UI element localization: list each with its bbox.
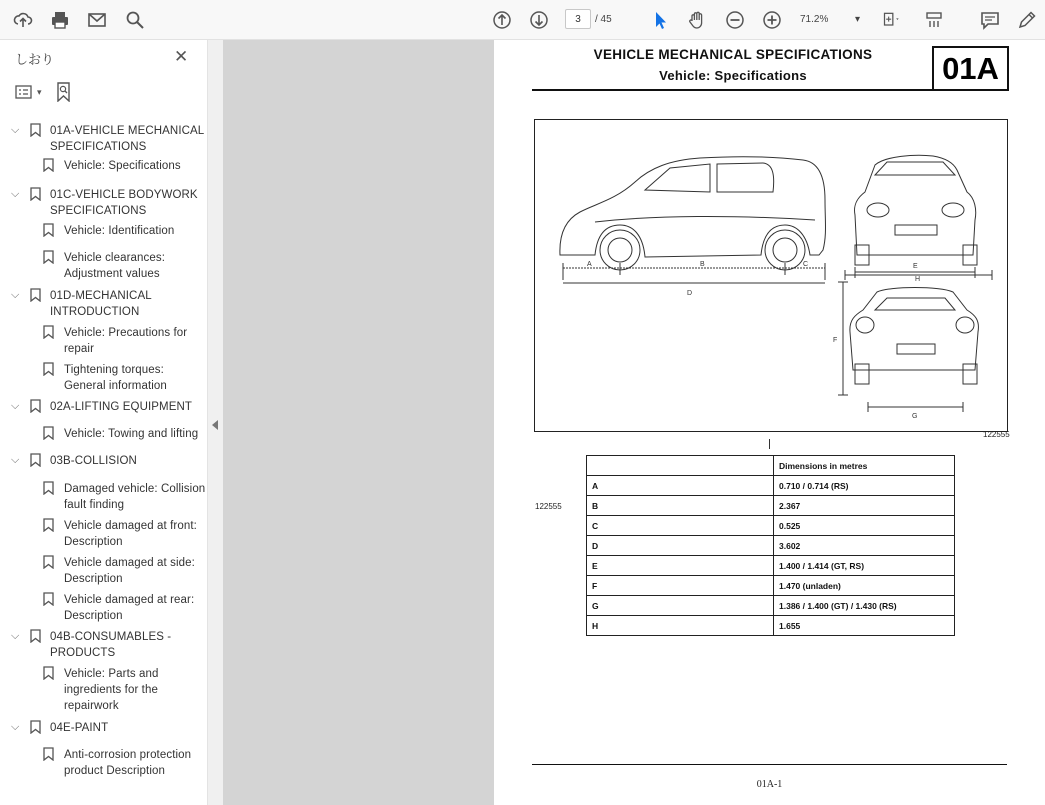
dimension-value: 1.655 [774, 616, 955, 636]
bookmark-label: Vehicle: Identification [64, 225, 175, 237]
table-header-value: Dimensions in metres [774, 456, 955, 476]
chevron-down-icon[interactable]: ⌵ [11, 124, 20, 136]
bookmark-icon [43, 158, 54, 172]
page-navigator [565, 9, 619, 29]
toolbar [0, 0, 1045, 40]
bookmark-label: Vehicle: Specifications [64, 160, 181, 172]
bookmark-label: 02A-LIFTING EQUIPMENT [50, 401, 193, 413]
dim-label-g: G [912, 413, 918, 420]
vehicle-drawing [535, 120, 1007, 431]
select-cursor-icon[interactable] [647, 7, 673, 33]
zoom-select[interactable] [800, 9, 860, 29]
table-row [587, 596, 955, 616]
dim-label-a: A [587, 261, 592, 268]
dimensions-table-body [587, 456, 955, 636]
bookmark-label: 01D-MECHANICAL INTRODUCTION [50, 290, 152, 318]
pen-icon[interactable] [1014, 7, 1040, 33]
bookmark-label: 04E-PAINT [50, 722, 109, 734]
figure-number-caption: 122555 [983, 430, 1010, 439]
dimension-key: B [587, 496, 774, 516]
rear-view-body [850, 288, 979, 371]
panel-title: しおり [15, 52, 55, 67]
zoom-out-icon[interactable] [722, 7, 748, 33]
dimension-value: 3.602 [774, 536, 955, 556]
comment-icon[interactable] [977, 7, 1003, 33]
bookmark-label: Tightening torques: General information [64, 364, 167, 392]
dimension-key: D [587, 536, 774, 556]
dimension-value: 1.470 (unladen) [774, 576, 955, 596]
table-row [587, 496, 955, 516]
bookmark-label: 04B-CONSUMABLES - PRODUCTS [50, 631, 172, 659]
bookmark-icon [43, 426, 54, 440]
document-page [494, 40, 1045, 805]
dim-label-b: B [700, 261, 705, 268]
bookmark-tools [15, 82, 72, 102]
bookmark-label: 01C-VEHICLE BODYWORK SPECIFICATIONS [50, 189, 198, 217]
bookmark-icon [43, 250, 54, 264]
section-code-box: 01A [932, 46, 1009, 91]
dimension-key: A [587, 476, 774, 496]
bookmark-label: Vehicle damaged at side: Description [64, 557, 195, 585]
bookmark-label: 03B-COLLISION [50, 455, 137, 467]
scroll-mode-icon[interactable] [921, 7, 947, 33]
bookmark-icon [30, 453, 41, 467]
dimension-key: F [587, 576, 774, 596]
bookmark-label: Vehicle damaged at front: Description [64, 520, 197, 548]
find-bookmark-icon[interactable] [56, 82, 72, 102]
page-title: VEHICLE MECHANICAL SPECIFICATIONS [593, 47, 873, 62]
bookmark-label: Vehicle damaged at rear: Description [64, 594, 195, 622]
bookmark-label: Vehicle: Parts and ingredients for the repairwork [64, 668, 159, 712]
dimension-value: 0.525 [774, 516, 955, 536]
footer-rule [532, 764, 1007, 765]
dimension-value: 0.710 / 0.714 (RS) [774, 476, 955, 496]
dim-label-d: D [687, 290, 693, 297]
bookmark-icon [43, 555, 54, 569]
chevron-down-icon[interactable]: ⌵ [11, 630, 20, 642]
chevron-down-icon[interactable]: ⌵ [11, 454, 20, 466]
bookmark-icon [30, 720, 41, 734]
next-page-icon[interactable] [526, 7, 552, 33]
collapse-arrow-icon [212, 420, 218, 430]
total-pages: / 45 [595, 13, 612, 25]
table-header-key [587, 456, 774, 476]
bookmark-icon [43, 223, 54, 237]
dim-label-f: F [833, 337, 838, 344]
bookmark-label: 01A-VEHICLE MECHANICAL SPECIFICATIONS [50, 125, 204, 153]
header-rule [532, 89, 1007, 91]
hand-tool-icon[interactable] [684, 7, 710, 33]
table-row [587, 616, 955, 636]
dimension-value: 1.386 / 1.400 (GT) / 1.430 (RS) [774, 596, 955, 616]
page-fit-icon[interactable] [876, 7, 908, 33]
dim-label-h: H [915, 276, 921, 283]
front-view-body [854, 155, 975, 255]
bookmark-icon [30, 123, 41, 137]
bookmark-icon [43, 747, 54, 761]
side-view-window [645, 163, 774, 192]
dim-label-c: C [803, 261, 809, 268]
upload-cloud-icon[interactable] [10, 7, 36, 33]
print-icon[interactable] [47, 7, 73, 33]
figure-number: 122555 [535, 502, 562, 511]
text-cursor [769, 439, 770, 449]
dimensions-table [586, 455, 955, 636]
bookmark-icon [30, 187, 41, 201]
bookmark-icon [30, 399, 41, 413]
bookmark-icon [43, 481, 54, 495]
dimension-value: 2.367 [774, 496, 955, 516]
page-number-input[interactable] [565, 9, 591, 29]
dimension-key: H [587, 616, 774, 636]
zoom-in-icon[interactable] [759, 7, 785, 33]
bookmark-label: Anti-corrosion protection product Description [64, 749, 192, 777]
zoom-value: 71.2% [800, 13, 829, 25]
bookmark-icon [43, 666, 54, 680]
dimension-key: C [587, 516, 774, 536]
chevron-down-icon[interactable]: ⌵ [11, 188, 20, 200]
side-view-body [560, 157, 826, 257]
bookmark-icon [43, 592, 54, 606]
search-icon[interactable] [122, 7, 148, 33]
table-row [587, 536, 955, 556]
bookmark-icon [43, 518, 54, 532]
bookmark-icon [43, 325, 54, 339]
bookmark-label: Damaged vehicle: Collision fault finding [64, 483, 206, 511]
bookmark-icon [43, 362, 54, 376]
dim-label-e: E [913, 263, 918, 270]
viewer-background [223, 40, 494, 805]
bookmark-label: Vehicle clearances: Adjustment values [64, 252, 165, 280]
chevron-down-icon[interactable]: ⌵ [11, 289, 20, 301]
dimension-key: G [587, 596, 774, 616]
close-icon[interactable]: ✕ [174, 47, 189, 66]
page-footer: 01A-1 [756, 779, 783, 790]
table-row [587, 516, 955, 536]
prev-page-icon[interactable] [489, 7, 515, 33]
table-header-row [587, 456, 955, 476]
chevron-down-icon: ▾ [854, 13, 860, 25]
bookmarks-panel [0, 40, 206, 805]
bookmark-label: Vehicle: Towing and lifting [64, 428, 199, 440]
bookmark-icon [30, 629, 41, 643]
table-row [587, 556, 955, 576]
bookmark-label: Vehicle: Precautions for repair [64, 327, 188, 355]
bookmark-options-icon[interactable]: ▾ [15, 85, 42, 99]
dimension-key: E [587, 556, 774, 576]
bookmark-icon [30, 288, 41, 302]
side-view-line [595, 216, 815, 222]
panel-collapse-handle[interactable] [207, 40, 223, 805]
table-row [587, 476, 955, 496]
dimension-value: 1.400 / 1.414 (GT, RS) [774, 556, 955, 576]
chevron-down-icon[interactable]: ⌵ [11, 400, 20, 412]
page-subtitle: Vehicle: Specifications [659, 68, 807, 83]
chevron-down-icon[interactable]: ⌵ [11, 721, 20, 733]
email-icon[interactable] [84, 7, 110, 33]
table-row [587, 576, 955, 596]
